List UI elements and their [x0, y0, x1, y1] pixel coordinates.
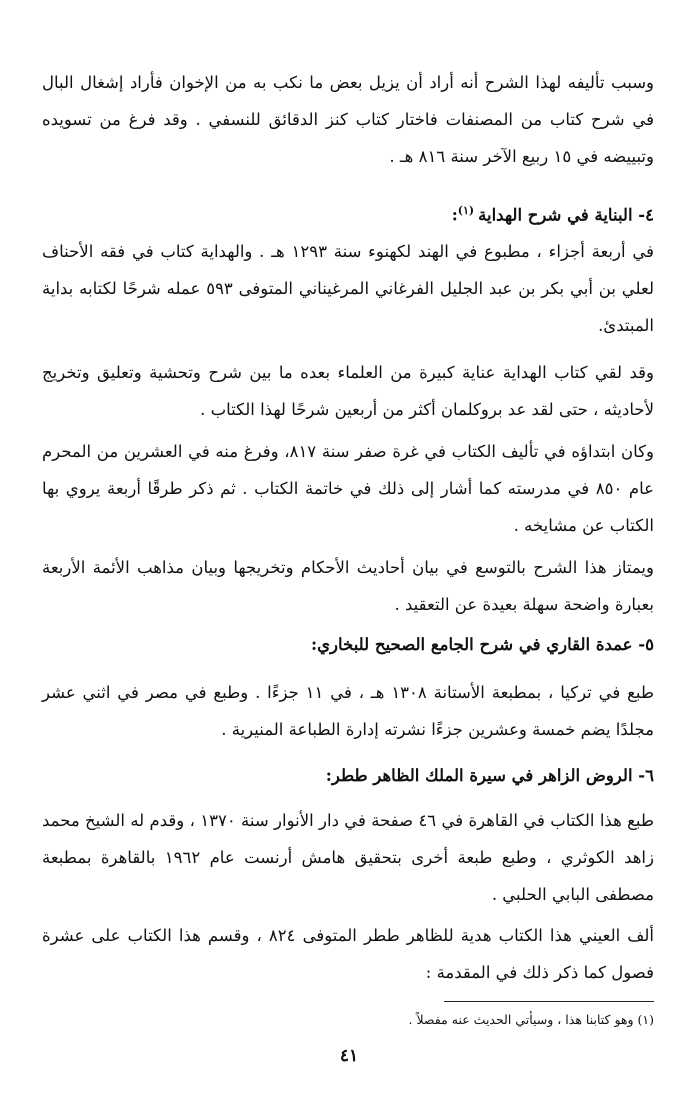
paragraph-text: في أربعة أجزاء ، مطبوع في الهند لكهنوء سنة ١٢٩٣ هـ . والهداية كتاب في فقه الأحناف لعلي بن أبي بكر بن عبد الجليل الفرغاني المرغيناني المتوفى ٥٩٣ عمله شرحًا لكتابه بداية المبتدئ.	[42, 242, 654, 335]
paragraph-intro	[42, 64, 654, 175]
section-heading-5	[42, 626, 654, 663]
paragraph-umdat-printing	[42, 674, 654, 748]
paragraph-text: طبع هذا الكتاب في القاهرة في ٤٦ صفحة في دار الأنوار سنة ١٣٧٠ ، وقدم له الشيخ محمد زاهد الكوثري ، وطبع طبعة أخرى بتحقيق هامش أرنست عام ١٩٦٢ بالقاهرة بمطبعة مصطفى البابي الحلبي .	[42, 811, 654, 904]
paragraph-rawd-printing	[42, 802, 654, 913]
footnote-reference[interactable]: (١)	[457, 204, 475, 217]
paragraph-binaya-description	[42, 233, 654, 344]
section-heading-6	[42, 757, 654, 794]
heading-text: ٥- عمدة القاري في شرح الجامع الصحيح للبخاري:	[311, 635, 654, 654]
heading-text: ٦- الروض الزاهر في سيرة الملك الظاهر ططر:	[325, 766, 654, 785]
paragraph-text: وسبب تأليفه لهذا الشرح أنه أراد أن يزيل بعض ما نكب به من الإخوان فأراد إشغال البال في شرح كتاب من المصنفات فاختار كتاب كنز الدقائق للنسفي . وقد فرغ من تسويده وتبييضه في ١٥ ربيع الآخر سنة ٨١٦ هـ .	[42, 73, 654, 166]
paragraph-text: طبع في تركيا ، بمطبعة الأستانة ١٣٠٨ هـ ، في ١١ جزءًا . وطبع في مصر في اثني عشر مجلدًا يضم خمسة وعشرين جزءًا نشرته إدارة الطباعة المنيرية .	[42, 683, 654, 739]
footnote-text: (١) وهو كتابنا هذا ، وسيأتي الحديث عنه مفصلاً .	[408, 1012, 654, 1027]
paragraph-text: وكان ابتداؤه في تأليف الكتاب في غرة صفر سنة ٨١٧، وفرغ منه في العشرين من المحرم عام ٨٥٠ في مدرسته كما أشار إلى ذلك في خاتمة الكتاب . ثم ذكر طرقًا أربعة يروي بها الكتاب عن مشايخه .	[42, 442, 654, 535]
paragraph-text: وقد لقي كتاب الهداية عناية كبيرة من العلماء بعده ما بين شرح وتحشية وتعليق وتخريج لأحاديثه ، حتى لقد عد بروكلمان أكثر من أربعين شرحًا لهذا الكتاب .	[42, 363, 654, 419]
paragraph-text: ويمتاز هذا الشرح بالتوسع في بيان أحاديث الأحكام وتخريجها وبيان مذاهب الأئمة الأربعة بعبارة واضحة سهلة بعيدة عن التعقيد .	[42, 558, 654, 614]
paragraph-hidaya-commentaries	[42, 354, 654, 428]
paragraph-text: ألف العيني هذا الكتاب هدية للظاهر ططر المتوفى ٨٢٤ ، وقسم هذا الكتاب على عشرة فصول كما ذكر ذلك في المقدمة :	[42, 926, 654, 982]
section-heading-4	[42, 192, 654, 234]
footnote-divider	[444, 1001, 654, 1002]
paragraph-binaya-dates	[42, 433, 654, 544]
paragraph-binaya-features	[42, 549, 654, 623]
heading-colon: :	[451, 205, 458, 225]
paragraph-rawd-dedication	[42, 917, 654, 991]
heading-text: ٤- البناية في شرح الهداية	[478, 205, 654, 225]
page-number: ٤١	[339, 1046, 359, 1066]
